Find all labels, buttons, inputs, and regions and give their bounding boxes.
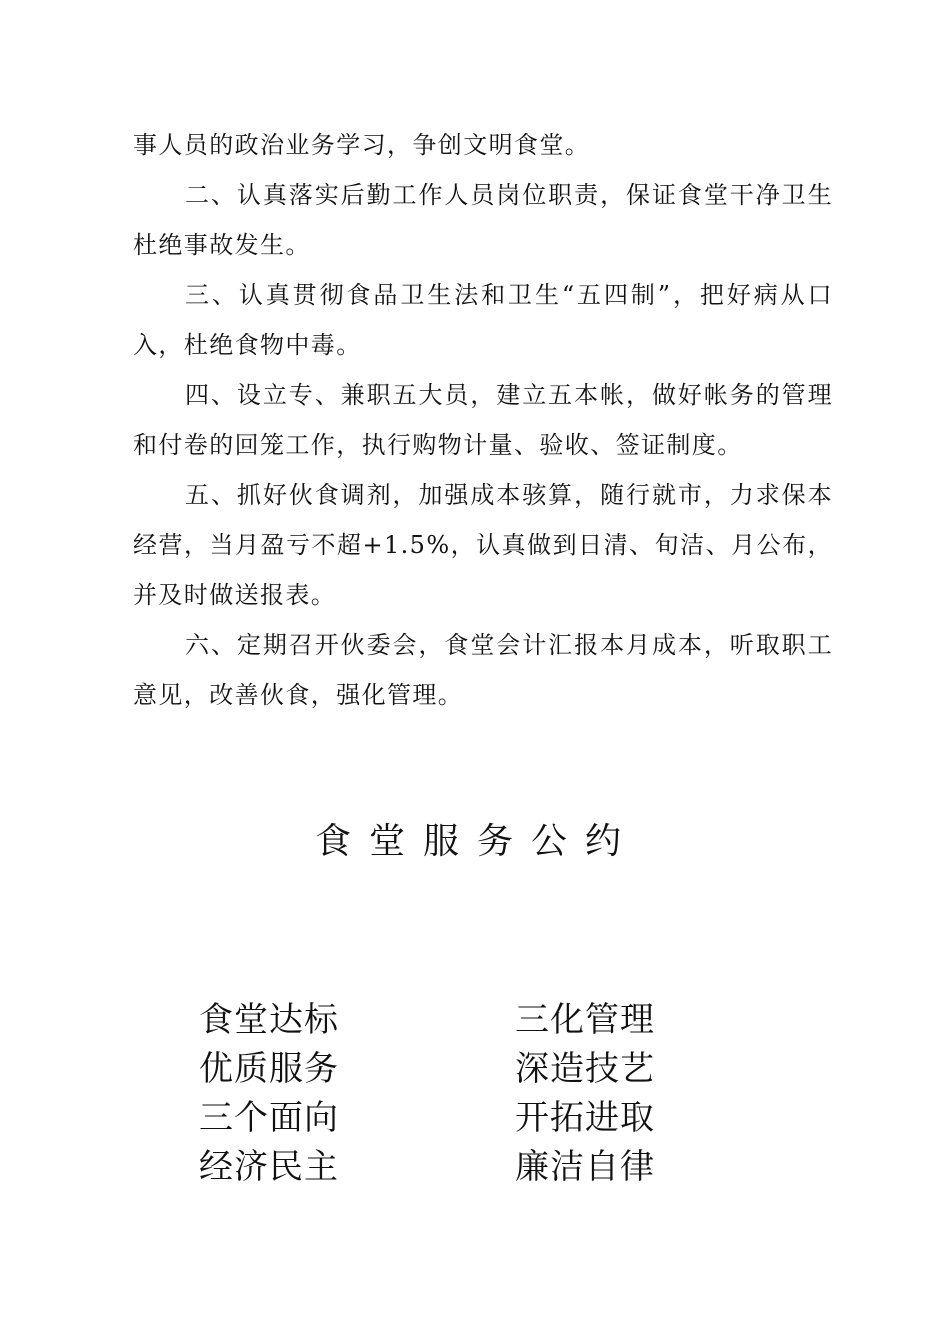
slogan-right: 廉洁自律 (515, 1147, 655, 1187)
slogan-left: 三个面向 (199, 1098, 339, 1138)
slogan-row (199, 1045, 759, 1094)
slogan-grid (199, 996, 759, 1192)
paragraph-item-6: 六、定期召开伙委会，食堂会计汇报本月成本，听取职工意见，改善伙食，强化管理。 (133, 631, 833, 709)
regulation-body (133, 120, 833, 720)
slogan-left: 食堂达标 (199, 1000, 339, 1040)
paragraph-item-4: 四、设立专、兼职五大员，建立五本帐，做好帐务的管理和付卷的回笼工作，执行购物计量、验收、签证制度。 (133, 381, 833, 459)
paragraph-continued: 事人员的政治业务学习，争创文明食堂。 (133, 131, 591, 159)
slogan-row (199, 1143, 759, 1192)
paragraph-item-2: 二、认真落实后勤工作人员岗位职责，保证食堂干净卫生杜绝事故发生。 (133, 181, 833, 259)
paragraph-item-5: 五、抓好伙食调剂，加强成本骇算，随行就市，力求保本经营，当月盈亏不超+1.5%，认真做到日清、旬洁、月公布，并及时做送报表。 (133, 481, 833, 609)
section-title: 食堂服务公约 (314, 821, 639, 862)
slogan-row (199, 996, 759, 1045)
slogan-left: 经济民主 (199, 1147, 339, 1187)
slogan-row (199, 1094, 759, 1143)
paragraph-item-3: 三、认真贯彻食品卫生法和卫生“五四制”，把好病从口入，杜绝食物中毒。 (133, 281, 833, 359)
slogan-right: 深造技艺 (515, 1049, 655, 1089)
slogan-left: 优质服务 (199, 1049, 339, 1089)
slogan-right: 开拓进取 (515, 1098, 655, 1138)
slogan-right: 三化管理 (515, 1000, 655, 1040)
